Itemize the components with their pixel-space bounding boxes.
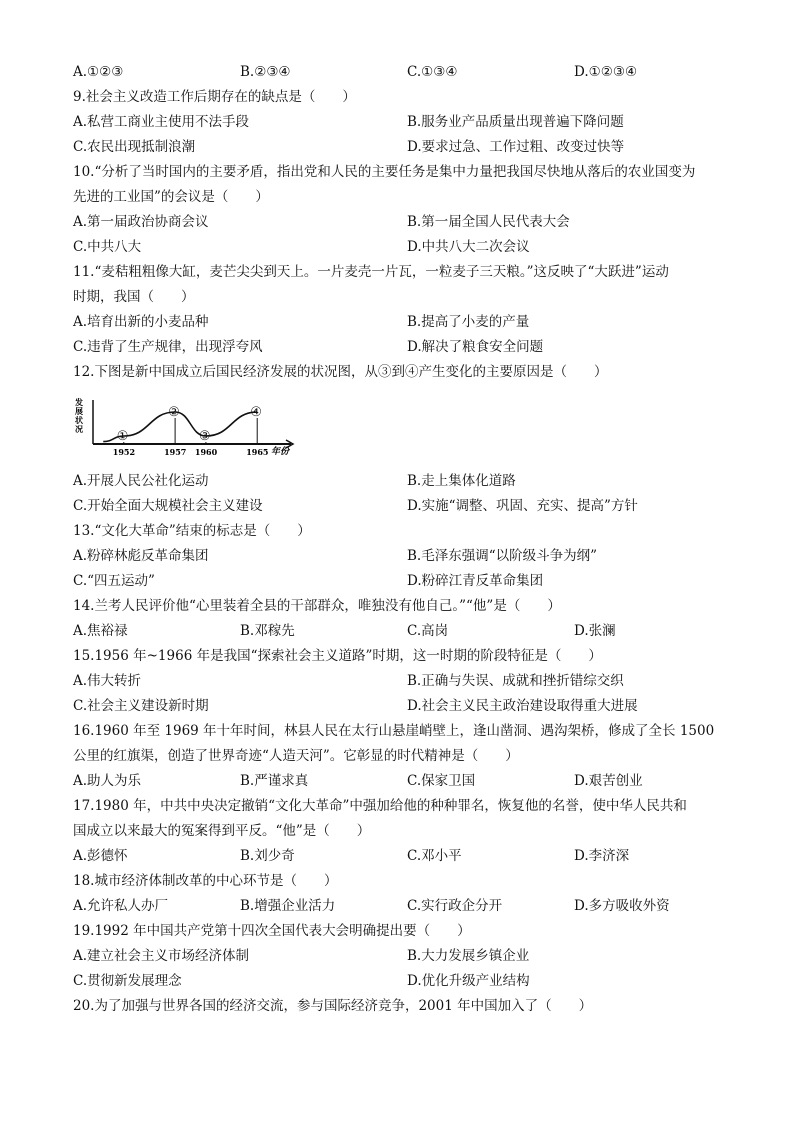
option-d[interactable]: D.解决了粮食安全问题 <box>407 339 544 355</box>
option-b[interactable]: B.严谨求真 <box>240 773 309 789</box>
y-axis-label: 发展状况 <box>75 397 83 434</box>
option-c[interactable]: C.①③④ <box>407 64 458 80</box>
q18-options <box>73 896 733 916</box>
q12-options-row1 <box>73 471 733 491</box>
option-d[interactable]: D.优化升级产业结构 <box>407 973 530 989</box>
y-axis-label-group <box>74 397 83 434</box>
q18-stem: 18.城市经济体制改革的中心环节是（ ） <box>73 873 338 889</box>
x-tick-label: 1952 <box>112 447 136 457</box>
q10-stem-line2: 先进的工业国”的会议是（ ） <box>73 189 269 205</box>
q11-stem-line1: 11.“麦秸粗粗像大缸，麦芒尖尖到天上。一片麦壳一片瓦，一粒麦子三天粮。”这反映了“大跃进”运动 <box>73 264 669 280</box>
option-b[interactable]: B.邓稼先 <box>240 623 295 639</box>
option-b[interactable]: B.走上集体化道路 <box>407 473 516 489</box>
q17-stem-line1: 17.1980 年，中共中央决定撤销“文化大革命”中强加给他的种种罪名，恢复他的名誉，使中华人民共和 <box>73 798 687 814</box>
q13-options-row1 <box>73 546 733 566</box>
option-b[interactable]: B.刘少奇 <box>240 848 295 864</box>
option-a[interactable]: A.焦裕禄 <box>73 623 128 639</box>
economy-chart-svg <box>73 396 305 464</box>
option-c[interactable]: C.农民出现抵制浪潮 <box>73 139 196 155</box>
q12-stem: 12.下图是新中国成立后国民经济发展的状况图，从③到④产生变化的主要原因是（ ） <box>73 364 608 380</box>
q10-stem-line1: 10.“分析了当时国内的主要矛盾，指出党和人民的主要任务是集中力量把我国尽快地从落后的农业国变为 <box>73 164 696 180</box>
option-a[interactable]: A.彭德怀 <box>73 848 128 864</box>
option-c[interactable]: C.高岗 <box>407 623 449 639</box>
option-d[interactable]: D.艰苦创业 <box>574 773 643 789</box>
option-b[interactable]: B.正确与失误、成就和挫折错综交织 <box>407 673 624 689</box>
q19-options-row2 <box>73 971 733 991</box>
option-b[interactable]: B.提高了小麦的产量 <box>407 314 530 330</box>
option-b[interactable]: B.②③④ <box>240 64 291 80</box>
option-d[interactable]: D.社会主义民主政治建设取得重大进展 <box>407 698 638 714</box>
option-d[interactable]: D.张澜 <box>574 623 616 639</box>
x-tick-label: 1965 <box>246 447 269 457</box>
q12-options-row2 <box>73 496 733 516</box>
option-b[interactable]: B.服务业产品质量出现普遍下降问题 <box>407 114 624 130</box>
point-label: ④ <box>250 405 262 420</box>
x-tick-label: 1957 <box>164 447 187 457</box>
option-a[interactable]: A.粉碎林彪反革命集团 <box>73 548 209 564</box>
q9-stem: 9.社会主义改造工作后期存在的缺点是（ ） <box>73 89 356 105</box>
option-b[interactable]: B.大力发展乡镇企业 <box>407 948 530 964</box>
option-b[interactable]: B.第一届全国人民代表大会 <box>407 214 570 230</box>
q11-options-row2 <box>73 337 733 357</box>
x-axis-label: 年份 <box>271 447 290 457</box>
option-c[interactable]: C.开始全面大规模社会主义建设 <box>73 498 263 514</box>
x-tick-label: 1960 <box>194 447 218 457</box>
option-b[interactable]: B.毛泽东强调“以阶级斗争为纲” <box>407 548 598 564</box>
economy-chart <box>73 396 305 464</box>
q14-options <box>73 621 733 641</box>
option-c[interactable]: C.保家卫国 <box>407 773 476 789</box>
point-label: ① <box>116 429 129 444</box>
option-d[interactable]: D.多方吸收外资 <box>574 898 670 914</box>
q17-stem-line2: 国成立以来最大的冤案得到平反。“他”是（ ） <box>73 823 371 839</box>
option-a[interactable]: A.私营工商业主使用不法手段 <box>73 114 250 130</box>
q16-stem-line2: 公里的红旗渠，创造了世界奇迹“人造天河”。它彰显的时代精神是（ ） <box>73 748 519 764</box>
option-a[interactable]: A.①②③ <box>73 64 124 80</box>
option-a[interactable]: A.第一届政治协商会议 <box>73 214 209 230</box>
option-d[interactable]: D.中共八大二次会议 <box>407 239 530 255</box>
q14-stem: 14.兰考人民评价他“心里装着全县的干部群众，唯独没有他自己。”“他”是（ ） <box>73 598 561 614</box>
option-d[interactable]: D.①②③④ <box>574 64 638 80</box>
q10-options-row1 <box>73 212 733 232</box>
option-a[interactable]: A.助人为乐 <box>73 773 142 789</box>
q15-options-row1 <box>73 671 733 691</box>
q16-stem-line1: 16.1960 年至 1969 年十年时间，林县人民在太行山悬崖峭壁上，逢山凿洞、遇沟架桥，修成了全长 1500 <box>73 723 715 739</box>
q9-options-row1 <box>73 112 733 132</box>
option-d[interactable]: D.粉碎江青反革命集团 <box>407 573 544 589</box>
point-label: ③ <box>198 429 211 444</box>
option-a[interactable]: A.培育出新的小麦品种 <box>73 314 209 330</box>
q8-options <box>73 62 733 82</box>
q13-stem: 13.“文化大革命”结束的标志是（ ） <box>73 523 311 539</box>
option-a[interactable]: A.伟大转折 <box>73 673 142 689</box>
option-a[interactable]: A.建立社会主义市场经济体制 <box>73 948 250 964</box>
q17-options <box>73 846 733 866</box>
q10-options-row2 <box>73 237 733 257</box>
option-c[interactable]: C.实行政企分开 <box>407 898 503 914</box>
q16-options <box>73 771 733 791</box>
option-c[interactable]: C.邓小平 <box>407 848 462 864</box>
q15-options-row2 <box>73 696 733 716</box>
option-c[interactable]: C.“四五运动” <box>73 573 155 589</box>
option-c[interactable]: C.社会主义建设新时期 <box>73 698 209 714</box>
q20-stem: 20.为了加强与世界各国的经济交流，参与国际经济竞争，2001 年中国加入了（ ） <box>73 998 593 1014</box>
q15-stem: 15.1956 年~1966 年是我国“探索社会主义道路”时期，这一时期的阶段特征是（ ） <box>73 648 602 664</box>
q19-stem: 19.1992 年中国共产党第十四次全国代表大会明确提出要（ ） <box>73 923 471 939</box>
option-a[interactable]: A.开展人民公社化运动 <box>73 473 209 489</box>
option-c[interactable]: C.违背了生产规律，出现浮夸风 <box>73 339 263 355</box>
option-d[interactable]: D.实施“调整、巩固、充实、提高”方针 <box>407 498 638 514</box>
option-a[interactable]: A.允许私人办厂 <box>73 898 169 914</box>
q11-options-row1 <box>73 312 733 332</box>
option-b[interactable]: B.增强企业活力 <box>240 898 336 914</box>
q11-stem-line2: 时期，我国（ ） <box>73 289 195 305</box>
option-c[interactable]: C.中共八大 <box>73 239 142 255</box>
option-d[interactable]: D.李济深 <box>574 848 630 864</box>
q9-options-row2 <box>73 137 733 157</box>
option-c[interactable]: C.贯彻新发展理念 <box>73 973 182 989</box>
point-label: ② <box>168 405 180 420</box>
q13-options-row2 <box>73 571 733 591</box>
q19-options-row1 <box>73 946 733 966</box>
option-d[interactable]: D.要求过急、工作过粗、改变过快等 <box>407 139 625 155</box>
